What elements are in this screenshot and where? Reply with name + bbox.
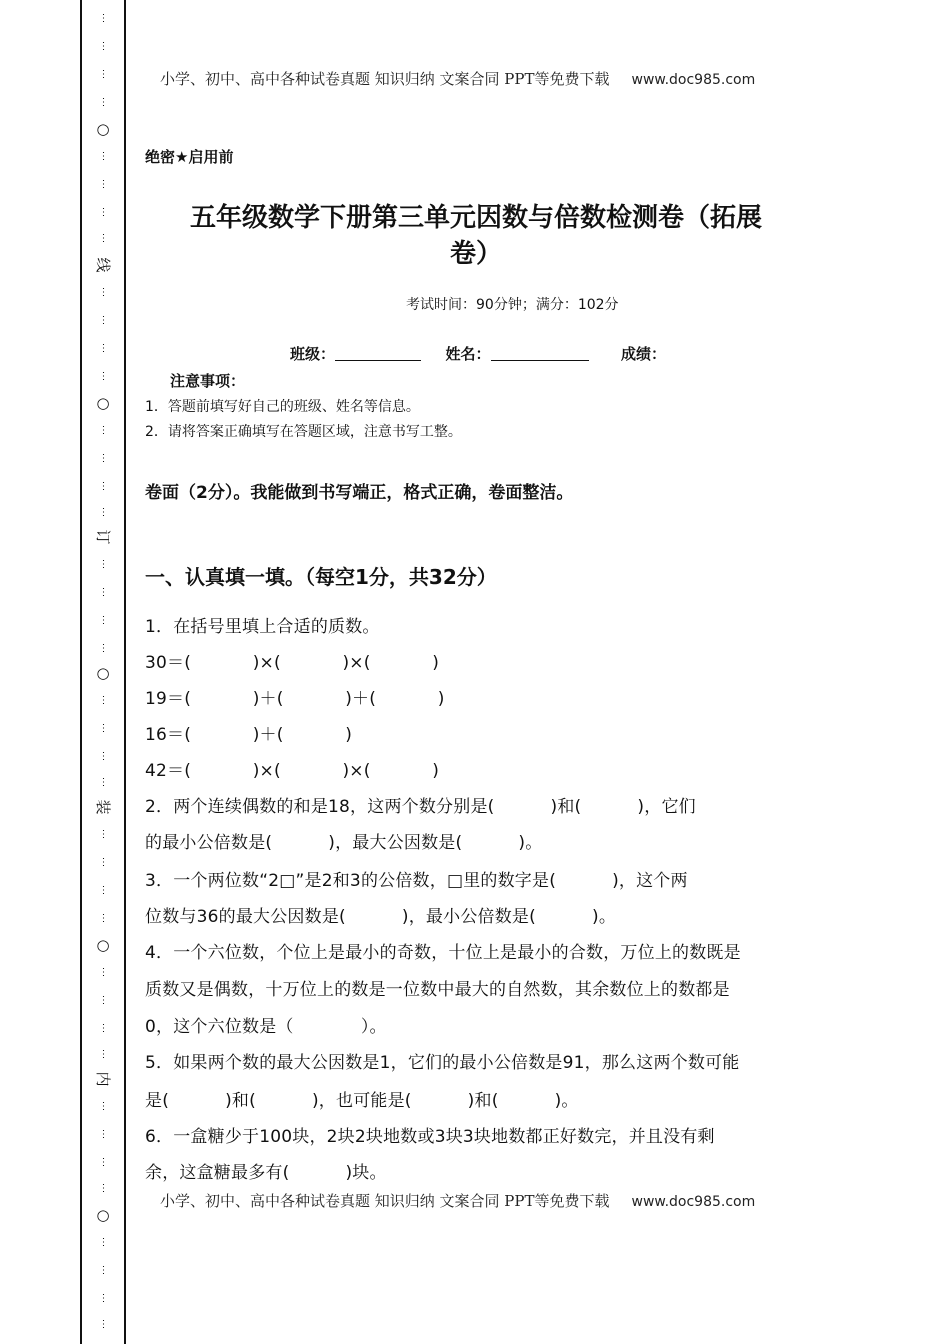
binding-dots: ⋮ [98, 857, 108, 868]
question-line: 42＝( )×( )×( ) [145, 761, 440, 781]
name-label: 姓名： [445, 345, 491, 363]
binding-dots: ⋮ [98, 777, 108, 788]
binding-dots: ⋮ [98, 425, 108, 436]
binding-dots: ⋮ [98, 507, 108, 518]
binding-dots: ⋮ [98, 1319, 108, 1330]
question-line: 0，这个六位数是（ ）。 [145, 1017, 387, 1037]
question-line: 30＝( )×( )×( ) [145, 653, 440, 673]
binding-dots: ⋮ [98, 1023, 108, 1034]
footer-text: 小学、初中、高中各种试卷真题 知识归纳 文案合同 PPT等免费下载 [160, 1192, 610, 1210]
binding-dots: ⋮ [98, 97, 108, 108]
binding-word-xian: 线 [94, 257, 112, 273]
binding-dots: ⋮ [98, 967, 108, 978]
class-blank [335, 346, 421, 361]
binding-dots: ⋮ [98, 343, 108, 354]
footer-url: www.doc985.com [631, 1194, 756, 1210]
binding-word-ding: 订 [94, 529, 112, 545]
header-url: www.doc985.com [631, 72, 756, 88]
binding-circle: ○ [96, 1206, 110, 1224]
neatness-statement: 卷面（2分）。我能做到书写端正，格式正确，卷面整洁。 [145, 483, 574, 503]
question-line: 4．一个六位数，个位上是最小的奇数，十位上是最小的合数，万位上的数既是 [145, 943, 741, 963]
binding-dots: ⋮ [98, 1293, 108, 1304]
binding-dots: ⋮ [98, 913, 108, 924]
note-item: 1．答题前填写好自己的班级、姓名等信息。 [145, 399, 420, 415]
binding-circle: ○ [96, 120, 110, 138]
question-line: 余，这盒糖最多有( )块。 [145, 1163, 387, 1183]
binding-dots: ⋮ [98, 13, 108, 24]
class-label: 班级： [290, 345, 336, 363]
binding-dots: ⋮ [98, 695, 108, 706]
binding-dots: ⋮ [98, 559, 108, 570]
question-line: 质数又是偶数，十万位上的数是一位数中最大的自然数，其余数位上的数都是 [145, 980, 730, 1000]
name-blank [491, 346, 589, 361]
binding-dots: ⋮ [98, 995, 108, 1006]
question-line: 是( )和( )，也可能是( )和( )。 [145, 1091, 579, 1111]
section-1-heading: 一、认真填一填。（每空1分，共32分） [145, 565, 497, 589]
binding-dots: ⋮ [98, 287, 108, 298]
binding-dots: ⋮ [98, 723, 108, 734]
binding-margin [80, 0, 126, 1344]
question-line: 19＝( )＋( )＋( ) [145, 689, 445, 709]
binding-dots: ⋮ [98, 371, 108, 382]
binding-dots: ⋮ [98, 233, 108, 244]
page-title [145, 200, 807, 272]
binding-dots: ⋮ [98, 207, 108, 218]
question-line: 1．在括号里填上合适的质数。 [145, 617, 380, 637]
binding-word-zhuang: 装 [94, 799, 112, 815]
binding-dots: ⋮ [98, 1129, 108, 1140]
binding-dots: ⋮ [98, 829, 108, 840]
binding-dots: ⋮ [98, 643, 108, 654]
question-line: 6．一盒糖少于100块，2块2块地数或3块3块地数都正好数完，并且没有剩 [145, 1127, 715, 1147]
title-line-2: 卷） [449, 239, 502, 269]
page-header [160, 68, 860, 89]
binding-dots: ⋮ [98, 1183, 108, 1194]
page-footer [160, 1190, 860, 1211]
binding-dots: ⋮ [98, 69, 108, 80]
score-label: 成绩： [620, 345, 666, 363]
question-line: 16＝( )＋( ) [145, 725, 353, 745]
binding-circle: ○ [96, 664, 110, 682]
binding-dots: ⋮ [98, 1157, 108, 1168]
binding-circle: ○ [96, 936, 110, 954]
title-line-1: 五年级数学下册第三单元因数与倍数检测卷（拓展 [189, 203, 762, 233]
question-line: 5．如果两个数的最大公因数是1，它们的最小公倍数是91，那么这两个数可能 [145, 1053, 740, 1073]
notice-title: 注意事项： [170, 372, 246, 390]
header-text: 小学、初中、高中各种试卷真题 知识归纳 文案合同 PPT等免费下载 [160, 70, 610, 88]
binding-word-nei: 内 [94, 1071, 112, 1087]
binding-dots: ⋮ [98, 315, 108, 326]
note-item: 2．请将答案正确填写在答题区域，注意书写工整。 [145, 424, 462, 440]
confidential-label: 绝密★启用前 [145, 148, 234, 166]
binding-dots: ⋮ [98, 1265, 108, 1276]
binding-dots: ⋮ [98, 751, 108, 762]
binding-dots: ⋮ [98, 41, 108, 52]
binding-dots: ⋮ [98, 885, 108, 896]
binding-dots: ⋮ [98, 179, 108, 190]
question-line: 2．两个连续偶数的和是18，这两个数分别是( )和( )，它们 [145, 797, 696, 817]
binding-circle: ○ [96, 394, 110, 412]
exam-info: 考试时间：90分钟；满分：102分 [406, 297, 619, 313]
binding-dots: ⋮ [98, 453, 108, 464]
binding-dots: ⋮ [98, 1049, 108, 1060]
question-line: 3．一个两位数“2□”是2和3的公倍数，□里的数字是( )，这个两 [145, 871, 688, 891]
binding-dots: ⋮ [98, 481, 108, 492]
binding-dots: ⋮ [98, 587, 108, 598]
question-line: 的最小公倍数是( )，最大公因数是( )。 [145, 833, 543, 853]
binding-dots: ⋮ [98, 151, 108, 162]
binding-dots: ⋮ [98, 615, 108, 626]
binding-dots: ⋮ [98, 1237, 108, 1248]
binding-dots: ⋮ [98, 1101, 108, 1112]
question-line: 位数与36的最大公因数是( )，最小公倍数是( )。 [145, 907, 617, 927]
student-fields [290, 343, 666, 364]
